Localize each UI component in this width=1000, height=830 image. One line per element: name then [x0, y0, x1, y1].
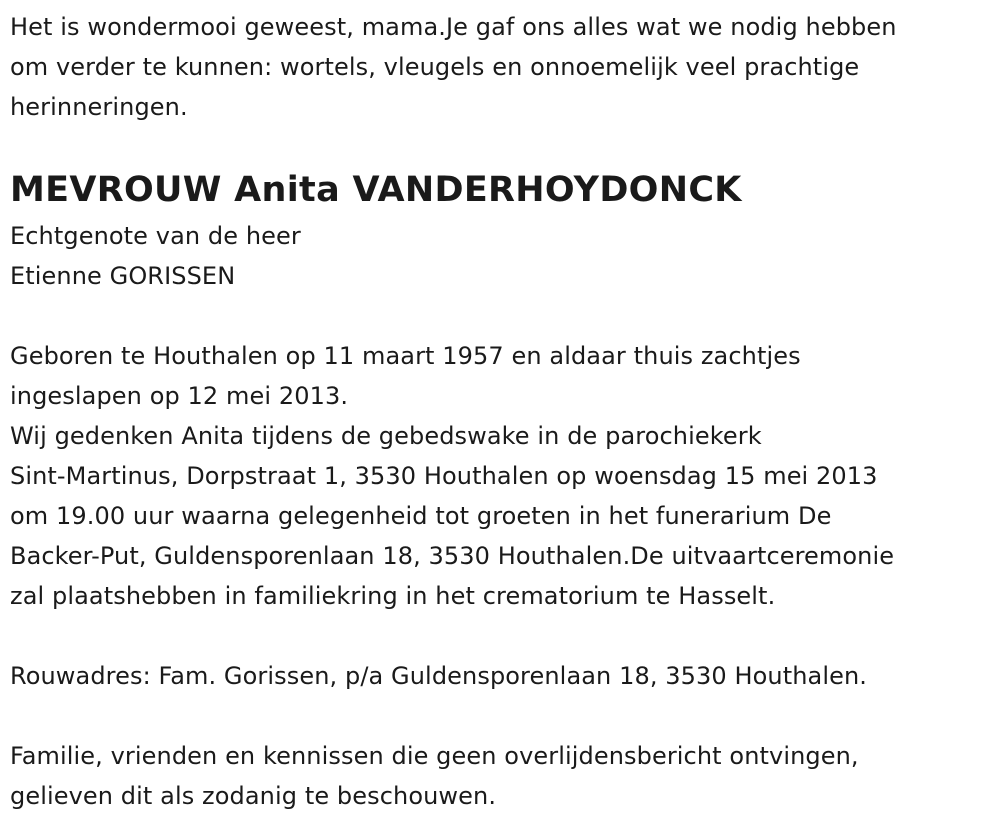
deceased-name: MEVROUW Anita VANDERHOYDONCK: [10, 170, 742, 210]
details-line: Geboren te Houthalen op 11 maart 1957 en aldaar thuis zachtjes: [10, 342, 801, 370]
spouse-block: [10, 216, 995, 296]
closing-line: gelieven dit als zodanig te beschouwen.: [10, 782, 497, 810]
spacer: [10, 296, 995, 336]
obituary-notice: [10, 7, 995, 816]
spouse-line: Etienne GORISSEN: [10, 262, 236, 290]
details-paragraph: [10, 336, 995, 616]
details-line: Backer-Put, Guldensporenlaan 18, 3530 Houthalen.De uitvaartceremonie: [10, 542, 895, 570]
details-line: Wij gedenken Anita tijdens de gebedswake in de parochiekerk: [10, 422, 762, 450]
details-line: zal plaatshebben in familiekring in het crematorium te Hasselt.: [10, 582, 776, 610]
intro-line: herinneringen.: [10, 93, 188, 121]
details-line: om 19.00 uur waarna gelegenheid tot groeten in het funerarium De: [10, 502, 832, 530]
spacer: [10, 616, 995, 656]
spouse-line: Echtgenote van de heer: [10, 222, 301, 250]
closing-line: Familie, vrienden en kennissen die geen overlijdensbericht ontvingen,: [10, 742, 859, 770]
details-line: Sint-Martinus, Dorpstraat 1, 3530 Houthalen op woensdag 15 mei 2013: [10, 462, 878, 490]
spacer: [10, 696, 995, 736]
intro-paragraph: [10, 7, 995, 127]
details-line: ingeslapen op 12 mei 2013.: [10, 382, 349, 410]
intro-line: om verder te kunnen: wortels, vleugels en onnoemelijk veel prachtige: [10, 53, 860, 81]
intro-line: Het is wondermooi geweest, mama.Je gaf ons alles wat we nodig hebben: [10, 13, 897, 41]
mourning-address: Rouwadres: Fam. Gorissen, p/a Guldensporenlaan 18, 3530 Houthalen.: [10, 662, 868, 690]
closing-paragraph: [10, 736, 995, 816]
